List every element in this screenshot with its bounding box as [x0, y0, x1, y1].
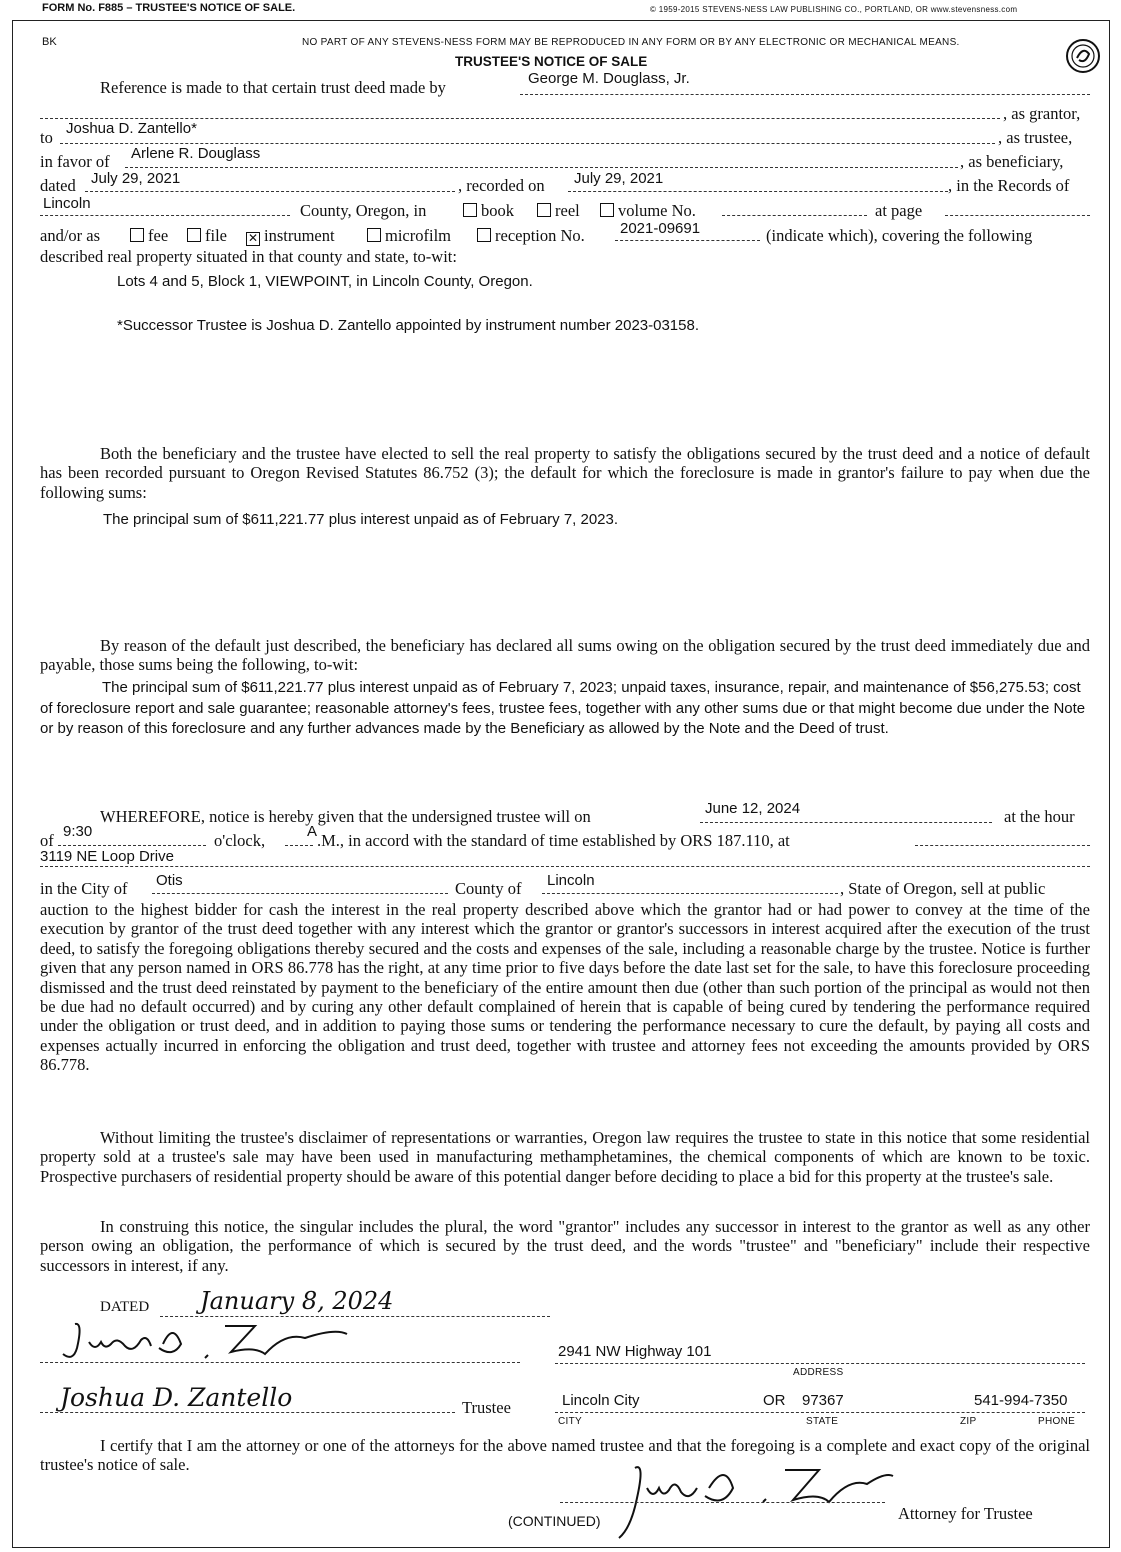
trustee-signature	[55, 1318, 355, 1373]
attorney-signature	[605, 1458, 895, 1548]
recorded-date: July 29, 2021	[574, 170, 664, 187]
trustee-name: Joshua D. Zantello*	[66, 120, 197, 137]
default-sums: The principal sum of $611,221.77 plus interest unpaid as of February 7, 2023.	[103, 511, 619, 528]
city-label: in the City of	[40, 879, 128, 898]
sale-county: Lincoln	[547, 872, 595, 889]
continued-label: (CONTINUED)	[508, 1513, 601, 1529]
am-pm-value: A	[307, 823, 318, 840]
reel-checkbox[interactable]: reel	[537, 201, 580, 221]
standard-time-text: .M., in accord with the standard of time established by ORS 187.110, at	[317, 831, 790, 850]
grantor-name: George M. Douglass, Jr.	[528, 70, 690, 87]
trustee-city: Lincoln City	[562, 1392, 640, 1409]
copyright: © 1959-2015 STEVENS-NESS LAW PUBLISHING CO., PORTLAND, OR www.stevensness.com	[650, 5, 1018, 14]
in-favor-label: in favor of	[40, 152, 110, 171]
accelerated-sums: The principal sum of $611,221.77 plus interest unpaid as of February 7, 2023; unpaid taxes, insurance, repair, and maintenance of $56,275.53; cost of foreclosure report and sale guarantee; reasonable attorney's fees, trustee fees, together with any other sums due or that might become due under the Note or by reason of this foreclosure and any further advances made by the Beneficiary as allowed by the Note and the Deed of trust.	[40, 679, 1086, 737]
recorded-label: , recorded on	[458, 176, 545, 195]
page-title: TRUSTEE'S NOTICE OF SALE	[455, 54, 648, 69]
trustee-printed-name: Joshua D. Zantello	[60, 1383, 293, 1412]
sale-city: Otis	[156, 872, 183, 889]
of-label: of	[40, 831, 54, 850]
instrument-checkbox[interactable]: ✕ instrument	[247, 226, 335, 245]
volume-checkbox[interactable]: volume No.	[600, 201, 696, 221]
county-name: Lincoln	[43, 195, 91, 212]
successor-trustee-note: *Successor Trustee is Joshua D. Zantello appointed by instrument number 2023-03158.	[117, 317, 699, 334]
stevens-ness-seal-logo	[1065, 38, 1101, 79]
disclaimer-paragraph: Without limiting the trustee's disclaimer of representations or warranties, Oregon law requires the trustee to state in this notice that some residential property sold at a trustee's sale may have been used in manufacturing methamphetamines, the chemical components of which are known to be toxic. Prospective purchasers of residential property should be aware of this potential danger before deciding to place a bid for this property at the trustee's sale.	[40, 1128, 1090, 1186]
state-field-label: STATE	[806, 1416, 839, 1427]
zip-field-label: ZIP	[960, 1416, 977, 1427]
beneficiary-name: Arlene R. Douglass	[131, 145, 261, 162]
default-paragraph: Both the beneficiary and the trustee have elected to sell the real property to satisfy the obligations secured by the trust deed and a notice of default has been recorded pursuant to Oregon Revised Statutes 86.752 (3); the default for which the foreclosure is made in grantor's failure to pay when due the following sums:	[40, 444, 1090, 502]
reference-text: Reference is made to that certain trust deed made by	[100, 78, 446, 97]
trustee-phone: 541-994-7350	[974, 1392, 1068, 1409]
attorney-for-trustee-label: Attorney for Trustee	[898, 1504, 1033, 1523]
phone-field-label: PHONE	[1038, 1416, 1076, 1427]
described-text: described real property situated in that county and state, to-wit:	[40, 247, 457, 266]
address-label: ADDRESS	[793, 1367, 844, 1378]
trustee-address: 2941 NW Highway 101	[558, 1343, 712, 1360]
as-grantor-label: , as grantor,	[1003, 104, 1081, 123]
sale-body-paragraph: auction to the highest bidder for cash the interest in the real property described above which the grantor had or had power to convey at the time of the execution by grantor of the trust deed together with any interest which the grantor or grantor's successors in interest acquired after the execution of the trust deed, to satisfy the foregoing obligations thereby secured and the costs and expenses of the sale, including a reasonable charge by the trustee. Notice is further given that any person named in ORS 86.778 has the right, at any time prior to five days before the date last set for the sale, to have this foreclosure proceeding dismissed and the trust deed reinstated by payment to the beneficiary of the entire amount then due (other than such portion of the principal as would not then be due had no default occurred) and by curing any other default complained of herein that is capable of being cured by tendering the performance required under the obligation or trust deed, and in addition to paying those sums or tendering the performance necessary to cure the default, by paying all costs and expenses actually incurred in enforcing the obligation and trust deed, together with trustee and attorney fees not exceeding the amounts provided by ORS 86.778.	[40, 900, 1090, 1075]
certification-paragraph: I certify that I am the attorney or one of the attorneys for the above named trustee and that the foregoing is a complete and exact copy of the original trustee's notice of sale.	[40, 1436, 1090, 1475]
records-of-label: , in the Records of	[948, 176, 1070, 195]
trustee-label: Trustee	[462, 1398, 511, 1417]
file-checkbox[interactable]: file	[187, 226, 227, 246]
reception-number: 2021-09691	[620, 220, 701, 237]
form-code: BK	[42, 36, 57, 48]
sale-date: June 12, 2024	[705, 800, 801, 817]
property-description: Lots 4 and 5, Block 1, VIEWPOINT, in Lincoln County, Oregon.	[117, 273, 533, 290]
trustee-zip: 97367	[802, 1392, 844, 1409]
county-of-label: County of	[455, 879, 522, 898]
microfilm-checkbox[interactable]: microfilm	[367, 226, 451, 246]
at-page-label: at page	[875, 201, 923, 220]
reproduction-warning: NO PART OF ANY STEVENS-NESS FORM MAY BE REPRODUCED IN ANY FORM OR BY ANY ELECTRONIC OR MECHANICAL MEANS.	[302, 37, 960, 48]
as-beneficiary-label: , as beneficiary,	[960, 152, 1064, 171]
acceleration-paragraph: By reason of the default just described, the beneficiary has declared all sums owing on the obligation secured by the trust deed immediately due and payable, those sums being the following, to-wit:	[40, 636, 1090, 675]
dated-signature-label: DATED	[100, 1299, 150, 1315]
as-trustee-label: , as trustee,	[998, 128, 1073, 147]
book-checkbox[interactable]: book	[463, 201, 514, 221]
signature-date: January 8, 2024	[200, 1287, 394, 1315]
sale-address: 3119 NE Loop Drive	[40, 848, 174, 865]
to-label: to	[40, 128, 53, 147]
wherefore-text: WHEREFORE, notice is hereby given that the undersigned trustee will on	[100, 807, 591, 826]
and-or-label: and/or as	[40, 226, 101, 245]
sale-time: 9:30	[63, 823, 93, 840]
form-number: FORM No. F885 – TRUSTEE'S NOTICE OF SALE.	[42, 2, 296, 14]
city-field-label: CITY	[558, 1416, 582, 1427]
construing-paragraph: In construing this notice, the singular includes the plural, the word "grantor" includes any successor in interest to the grantor as well as any other person owing an obligation, the performance of which is secured by the trust deed, and the words "trustee" and "beneficiary" include their respective successors in interest, if any.	[40, 1217, 1090, 1275]
fee-checkbox[interactable]: fee	[130, 226, 168, 246]
county-oregon-label: County, Oregon, in	[300, 201, 427, 220]
reception-checkbox[interactable]: reception No.	[477, 226, 585, 246]
trustee-state: OR	[763, 1392, 786, 1409]
deed-date: July 29, 2021	[91, 170, 181, 187]
indicate-text: (indicate which), covering the following	[766, 226, 1033, 245]
state-text: , State of Oregon, sell at public	[840, 879, 1046, 898]
at-the-hour-label: at the hour	[1004, 807, 1075, 826]
dated-label: dated	[40, 176, 76, 195]
oclock-label: o'clock,	[214, 831, 266, 850]
